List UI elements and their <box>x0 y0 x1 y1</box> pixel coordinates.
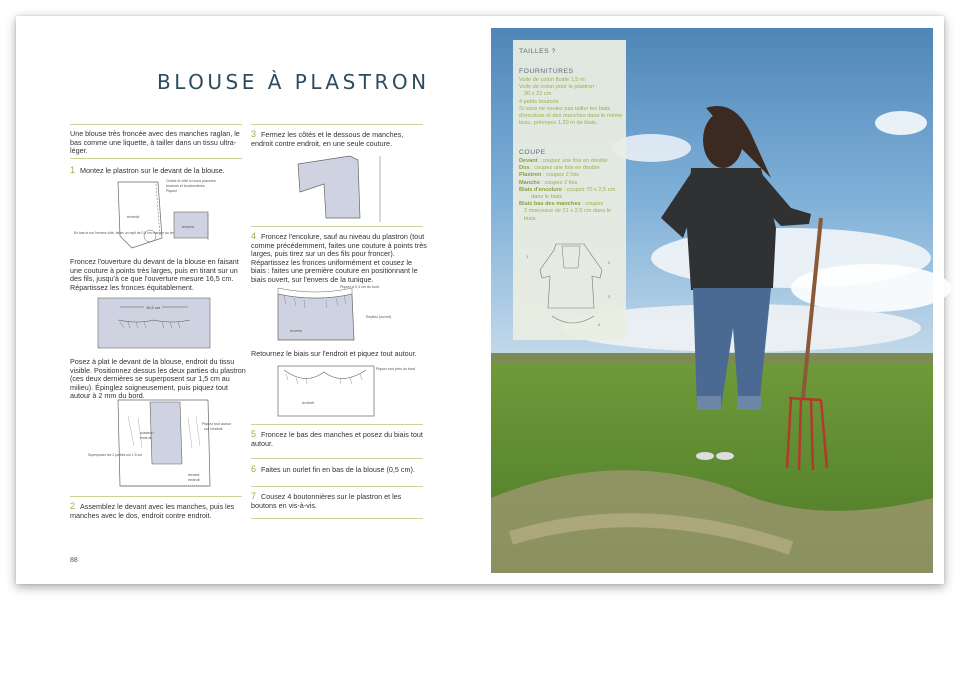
step-1-gathers: Froncez l'ouverture du devant de la blouse en faisant une couture à points très larges, puis en tirant sur un des fils, jusqu'à ce que l'ouverture mesure 16,5 cm. Répartissez les fronces équitablement. <box>70 257 239 292</box>
divider <box>70 124 242 125</box>
divider <box>70 158 242 159</box>
svg-text:4: 4 <box>598 322 601 327</box>
diagram-label: envers <box>182 224 195 229</box>
diagram-label: Superposez les 2 parties sur 1,5 cm <box>88 453 143 457</box>
step-1-plastron: Posez à plat le devant de la blouse, endroit du tissu visible. Positionnez dessus les deux parties du plastron (ces deux dernières se superposent sur 1,5 cm au milieu). Épinglez soigneusement, puis piquez tout autour à 2 mm du bord. <box>70 357 246 401</box>
diagram-bias-neck <box>276 284 426 348</box>
diagram-label: endroit <box>140 436 152 440</box>
diagram-label: boutons et boutonnières <box>166 184 205 188</box>
step-number: 7 <box>251 491 257 501</box>
diagram-label: Piquez à 0,4 cm du bord <box>340 285 379 289</box>
supplies-heading: FOURNITURES <box>519 68 574 75</box>
diagram-label: endroit <box>302 400 315 405</box>
step-6: 6 Faites un ourlet fin en bas de la blouse (0,5 cm). <box>251 464 415 474</box>
diagram-side-seam <box>296 152 386 224</box>
diagram-label: endroit <box>127 214 140 219</box>
step-4-bias: Retournez le biais sur l'endroit et piquez tout autour. <box>251 349 417 358</box>
cut-heading: COUPE <box>519 149 546 156</box>
cut-list: Devant : coupez une fois en double Dos : coupez une fois en double Plastron : coupez 2 fois Manche : coupez 2 fois Biais d'encolure : coupez 70 x 2,5 cm dans le biais Biais bas des manches : coupez 2 morceaux de 21 x 2,5 cm dans le biais <box>519 158 616 222</box>
intro-text: Une blouse très froncée avec des manches raglan, le bas comme une liquette, à tailler dans un tissu ultra-léger. <box>70 129 240 156</box>
step-4: 4 Froncez l'encolure, sauf au niveau du plastron (tout comme précédemment, faites une couture à points très larges, puis tirez sur un des fils pour froncer). Répartissez les fronces uniformément et cousez le biais : faites une première couture en positionnant le biais ouvert, sur l'envers de la tunique. <box>251 231 427 284</box>
step-1: 1 Montez le plastron sur le devant de la blouse. <box>70 165 225 175</box>
step-2: 2 Assemblez le devant avec les manches, puis les manches avec le dos, endroit contre endroit. <box>70 501 235 520</box>
diagram-label: plastron <box>140 431 154 435</box>
diagram-gathers <box>98 298 212 350</box>
divider <box>70 496 242 497</box>
step-number: 1 <box>70 165 76 175</box>
diagram-label: devant <box>188 473 200 477</box>
step-number: 3 <box>251 129 257 139</box>
diagram-topstitch <box>88 396 238 492</box>
diagram-label: Piquez tout autour <box>202 422 232 426</box>
diagram-label: En bas et sur l'envers côté, faites un repli de 0,5 cm marqué au fer <box>74 231 174 235</box>
step-number: 2 <box>70 501 76 511</box>
divider <box>251 458 423 459</box>
divider <box>251 124 423 125</box>
step-3: 3 Fermez les côtés et le dessous de manches, endroit contre endroit, en une seule couture. <box>251 129 404 148</box>
diagram-label: Ourlez le côté ici vous placerez <box>166 179 216 183</box>
svg-text:1: 1 <box>526 254 529 259</box>
step-number: 5 <box>251 429 257 439</box>
pattern-pieces-diagram <box>522 238 620 334</box>
divider <box>251 424 423 425</box>
step-5: 5 Froncez le bas des manches et posez du biais tout autour. <box>251 429 423 448</box>
diagram-label: 16,5 cm <box>146 305 161 310</box>
divider <box>251 226 423 227</box>
divider <box>251 518 423 519</box>
diagram-label: endroit <box>188 478 200 482</box>
diagram-label: sur l'endroit <box>204 427 223 431</box>
page-number: 88 <box>70 557 78 564</box>
diagram-plastron <box>70 178 246 254</box>
diagram-label: envers <box>290 328 303 333</box>
diagram-label: Repliez (ouvert) <box>366 315 392 319</box>
sizes-heading: TAILLES ? <box>519 48 556 55</box>
diagram-bias-turn <box>276 362 416 420</box>
diagram-label: Piquez tout près du bord <box>376 367 416 371</box>
svg-text:2: 2 <box>608 260 611 265</box>
diagram-label: Piquez <box>166 189 177 193</box>
step-number: 4 <box>251 231 257 241</box>
supplies-list: Voile de coton fluide 1,5 m Voile de coton pour le plastron : 30 x 22 cm 4 petits boutons Si vous ne voulez pas tailler les biais d'encolure et des manches dans le même tissu, prévoyez 1,20 m de biais. <box>519 77 623 127</box>
page-title: BLOUSE À PLASTRON <box>157 70 430 94</box>
divider <box>251 486 423 487</box>
step-7: 7 Cousez 4 boutonnières sur le plastron et les boutons en vis-à-vis. <box>251 491 402 510</box>
step-number: 6 <box>251 464 257 474</box>
svg-text:3: 3 <box>608 294 611 299</box>
